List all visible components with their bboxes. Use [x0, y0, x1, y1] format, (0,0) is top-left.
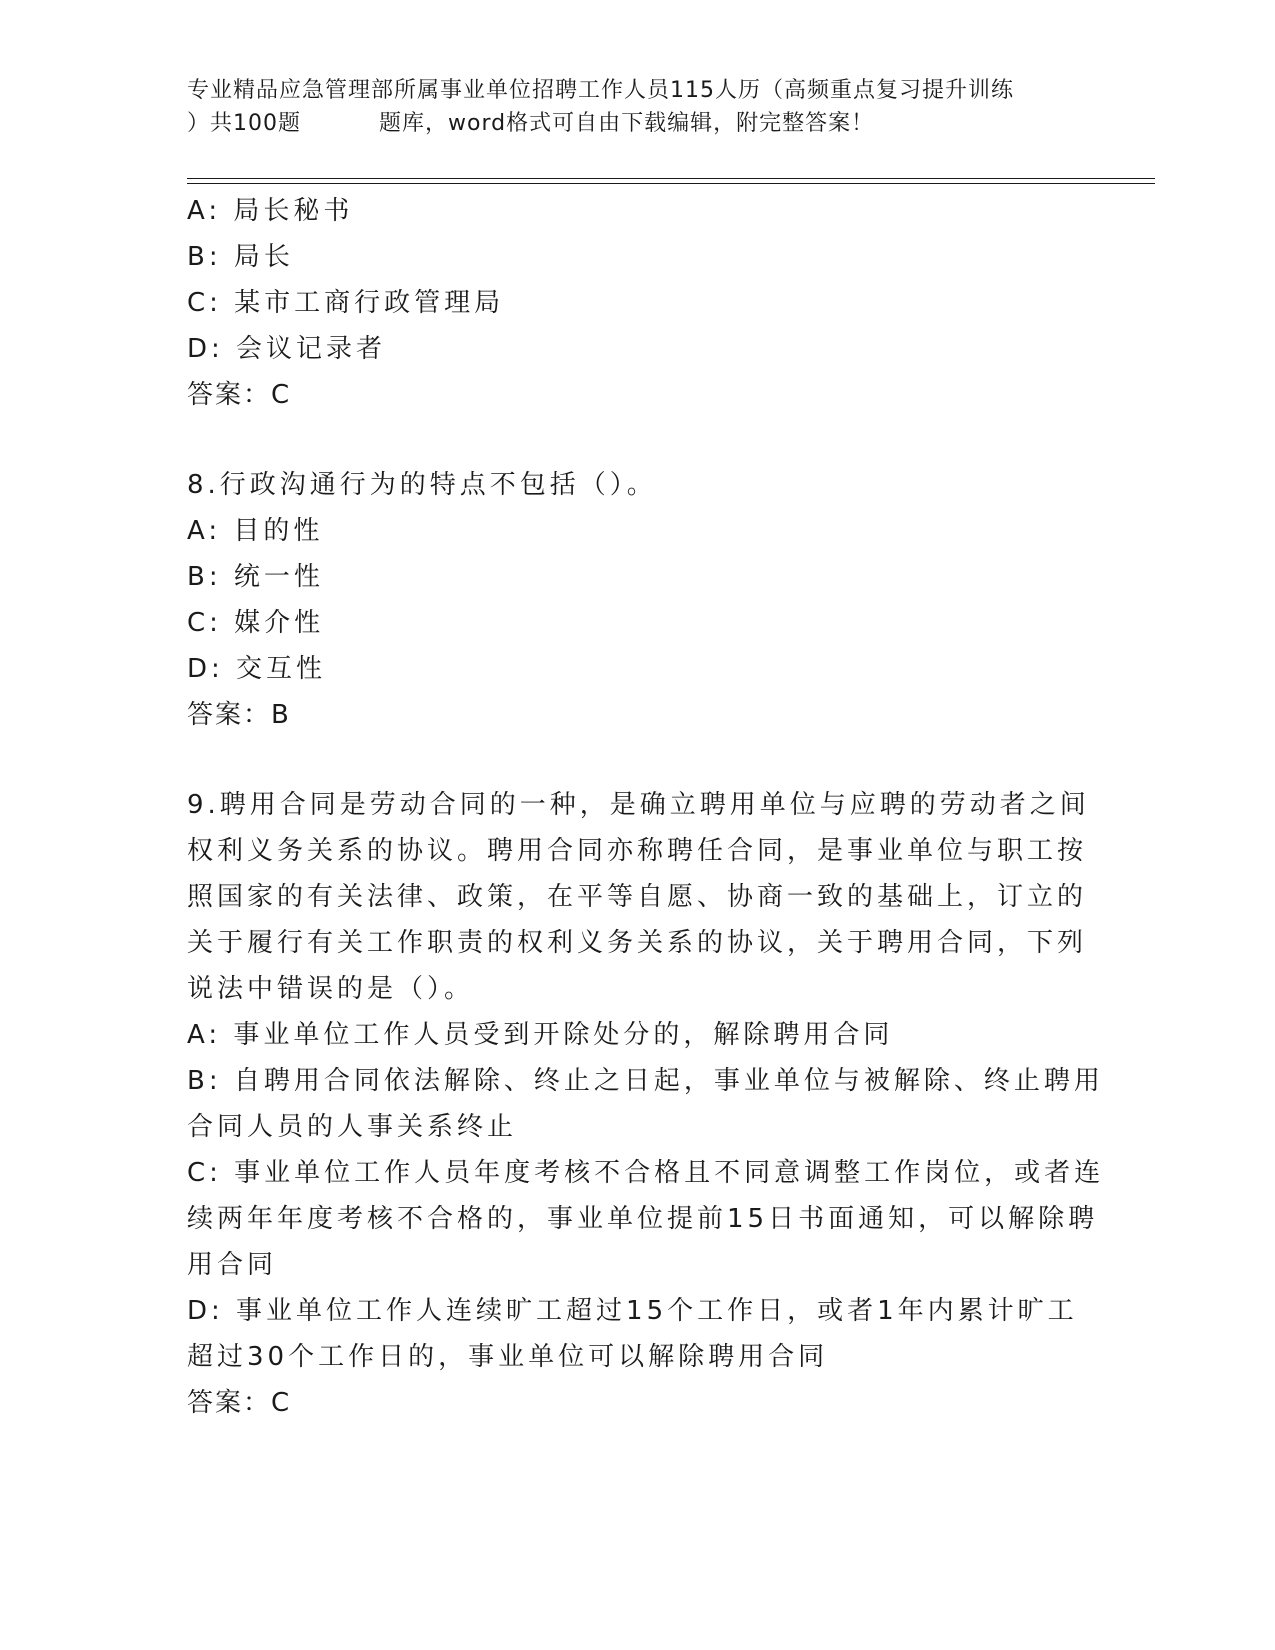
- answer: 答案：B: [187, 700, 291, 730]
- option-c: C: 媒介性: [187, 608, 325, 638]
- option-c: C: 事业单位工作人员年度考核不合格且不同意调整工作岗位，或者连: [187, 1158, 1105, 1188]
- question-content: [187, 188, 1105, 1426]
- option-b: B: 统一性: [187, 562, 324, 592]
- option-b-continued: 合同人员的人事关系终止: [187, 1112, 518, 1142]
- option-a: A: 目的性: [187, 516, 324, 546]
- answer: 答案：C: [187, 380, 292, 410]
- page-header: [187, 74, 1097, 140]
- question-text-line: 权利义务关系的协议。聘用合同亦称聘任合同，是事业单位与职工按: [187, 836, 1088, 866]
- option-d: D: 会议记录者: [187, 334, 387, 364]
- question-8: [187, 462, 1087, 738]
- header-description: 题库，word格式可自由下载编辑，附完整答案！: [379, 111, 875, 136]
- option-a: A: 局长秘书: [187, 196, 354, 226]
- answer: 答案：C: [187, 1388, 292, 1418]
- option-d: D: 交互性: [187, 654, 327, 684]
- question-7: [187, 188, 1087, 418]
- header-divider-bottom: [187, 183, 1155, 184]
- option-c-continued: 续两年年度考核不合格的，事业单位提前15日书面通知，可以解除聘: [187, 1204, 1099, 1234]
- option-c-continued: 用合同: [187, 1250, 278, 1280]
- option-d-continued: 超过30个工作日的，事业单位可以解除聘用合同: [187, 1342, 829, 1372]
- question-text: 8.行政沟通行为的特点不包括（）。: [187, 470, 657, 500]
- option-b: B: 自聘用合同依法解除、终止之日起，事业单位与被解除、终止聘用: [187, 1066, 1104, 1096]
- option-d: D: 事业单位工作人连续旷工超过15个工作日，或者1年内累计旷工: [187, 1296, 1078, 1326]
- header-title-line-2: [187, 107, 1097, 140]
- header-title-line-1: 专业精品应急管理部所属事业单位招聘工作人员115人历（高频重点复习提升训练: [187, 78, 1014, 103]
- option-a: A: 事业单位工作人员受到开除处分的，解除聘用合同: [187, 1020, 894, 1050]
- option-c: C: 某市工商行政管理局: [187, 288, 505, 318]
- question-text-line: 9.聘用合同是劳动合同的一种，是确立聘用单位与应聘的劳动者之间: [187, 790, 1090, 820]
- question-text-line: 照国家的有关法律、政策，在平等自愿、协商一致的基础上，订立的: [187, 882, 1088, 912]
- header-divider-top: [187, 178, 1155, 179]
- question-text-line: 关于履行有关工作职责的权利义务关系的协议，关于聘用合同，下列: [187, 928, 1088, 958]
- header-question-count: ）共100题: [187, 111, 301, 136]
- question-text-line: 说法中错误的是（）。: [187, 974, 475, 1004]
- option-b: B: 局长: [187, 242, 294, 272]
- question-9: [187, 782, 1105, 1426]
